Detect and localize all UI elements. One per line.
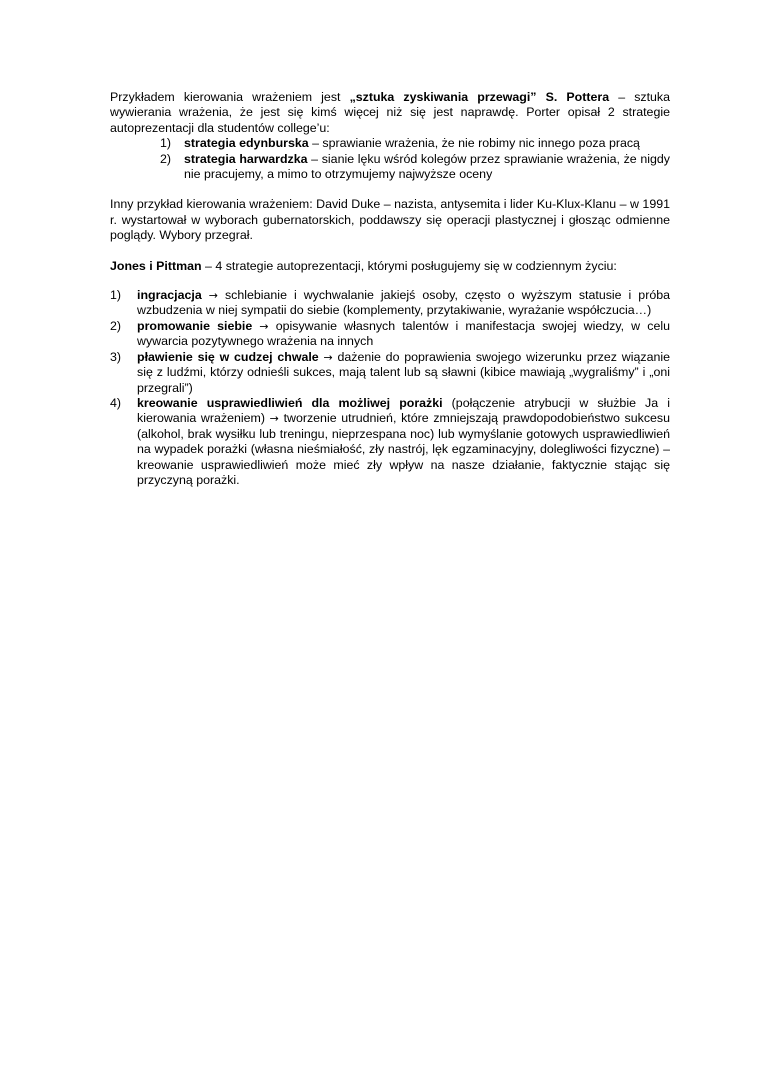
strategy-term: strategia harwardzka: [184, 151, 308, 166]
list-number: 4): [110, 395, 122, 410]
strategy-desc: – sianie lęku wśród kolegów przez sprawianie wrażenia, że nigdy nie pracujemy, a mimo to otrzymujemy najwyższe oceny: [184, 151, 670, 182]
jones-strategies-list: [110, 288, 670, 488]
jones-rest: – 4 strategie autoprezentacji, którymi posługujemy się w codziennym życiu:: [201, 258, 617, 273]
document-page: [110, 90, 670, 488]
list-number: 3): [110, 349, 122, 364]
jones-name: Jones i Pittman: [110, 258, 202, 273]
arrow-right-icon: →: [323, 350, 333, 364]
list-item: [110, 396, 670, 488]
strategy-term: strategia edynburska: [184, 136, 309, 151]
strategy-desc: opisywanie własnych talentów i manifestacja swojej wiedzy, w celu wywarcia pozytywnego wrażenia na innych: [137, 318, 670, 349]
jones-heading: [110, 259, 670, 274]
potter-strategies-list: [110, 136, 670, 182]
list-item: [110, 288, 670, 319]
list-item: [110, 319, 670, 350]
intro-text-end: – sztuka wywierania wrażenia, że jest się kimś więcej niż się jest naprawdę. Porter opisał 2 strategie autoprezentacji dla studentów college’u:: [110, 90, 670, 135]
strategy-term: promowanie siebie: [137, 318, 253, 333]
strategy-desc: – sprawianie wrażenia, że nie robimy nic innego poza pracą: [308, 136, 640, 151]
list-item: [110, 152, 670, 183]
intro-text-start: Przykładem kierowania wrażeniem jest: [110, 90, 350, 104]
strategy-desc: schlebianie i wychwalanie jakiejś osoby, często o wyższym statusie i próba wzbudzenia w niej sympatii do siebie (komplementy, przytakiwanie, wyrażanie współczucia…): [137, 288, 670, 318]
list-item: [110, 136, 670, 151]
strategy-term: pławienie się w cudzej chwale: [137, 349, 319, 364]
list-number: 1): [110, 288, 122, 303]
arrow-right-icon: →: [269, 412, 279, 426]
strategy-term: kreowanie usprawiedliwień dla możliwej porażki: [137, 395, 443, 410]
arrow-right-icon: →: [259, 319, 269, 333]
list-item: [110, 350, 670, 396]
duke-paragraph: Inny przykład kierowania wrażeniem: David Duke – nazista, antysemita i lider Ku-Klux-Klanu – w 1991 r. wystartował w wyborach gubernatorskich, poddawszy się operacji plastycznej i głosząc odmienne poglądy. Wybory przegrał.: [110, 197, 670, 243]
list-number: 2): [160, 151, 172, 166]
strategy-desc: (połączenie atrybucji w służbie Ja i kierowania wrażeniem): [137, 395, 670, 426]
list-number: 1): [160, 136, 172, 151]
list-number: 2): [110, 318, 122, 333]
strategy-desc: tworzenie utrudnień, które zmniejszają prawdopodobieństwo sukcesu (alkohol, brak wysiłku lub treningu, nieprzespana noc) lub wymyślanie gotowych usprawiedliwień na wypadek porażki (własna nieśmiałość, zły nastrój, lęk egzaminacyjny, dolegliwości fizyczne) – kreowanie usprawiedliwień może mieć zły wpływ na nasze działanie, faktycznie stając się przyczyną porażki.: [137, 411, 670, 487]
strategy-term: ingracjacja: [137, 288, 202, 303]
potter-term: „sztuka zyskiwania przewagi” S. Pottera: [349, 90, 610, 104]
arrow-right-icon: →: [208, 289, 218, 303]
intro-paragraph: [110, 90, 670, 136]
strategy-desc: dażenie do poprawienia swojego wizerunku przez wiązanie się z ludźmi, którzy odnieśli sukces, mają talent lub są sławni (kibice mawiają „wygraliśmy” i „oni przegrali”): [137, 349, 670, 395]
